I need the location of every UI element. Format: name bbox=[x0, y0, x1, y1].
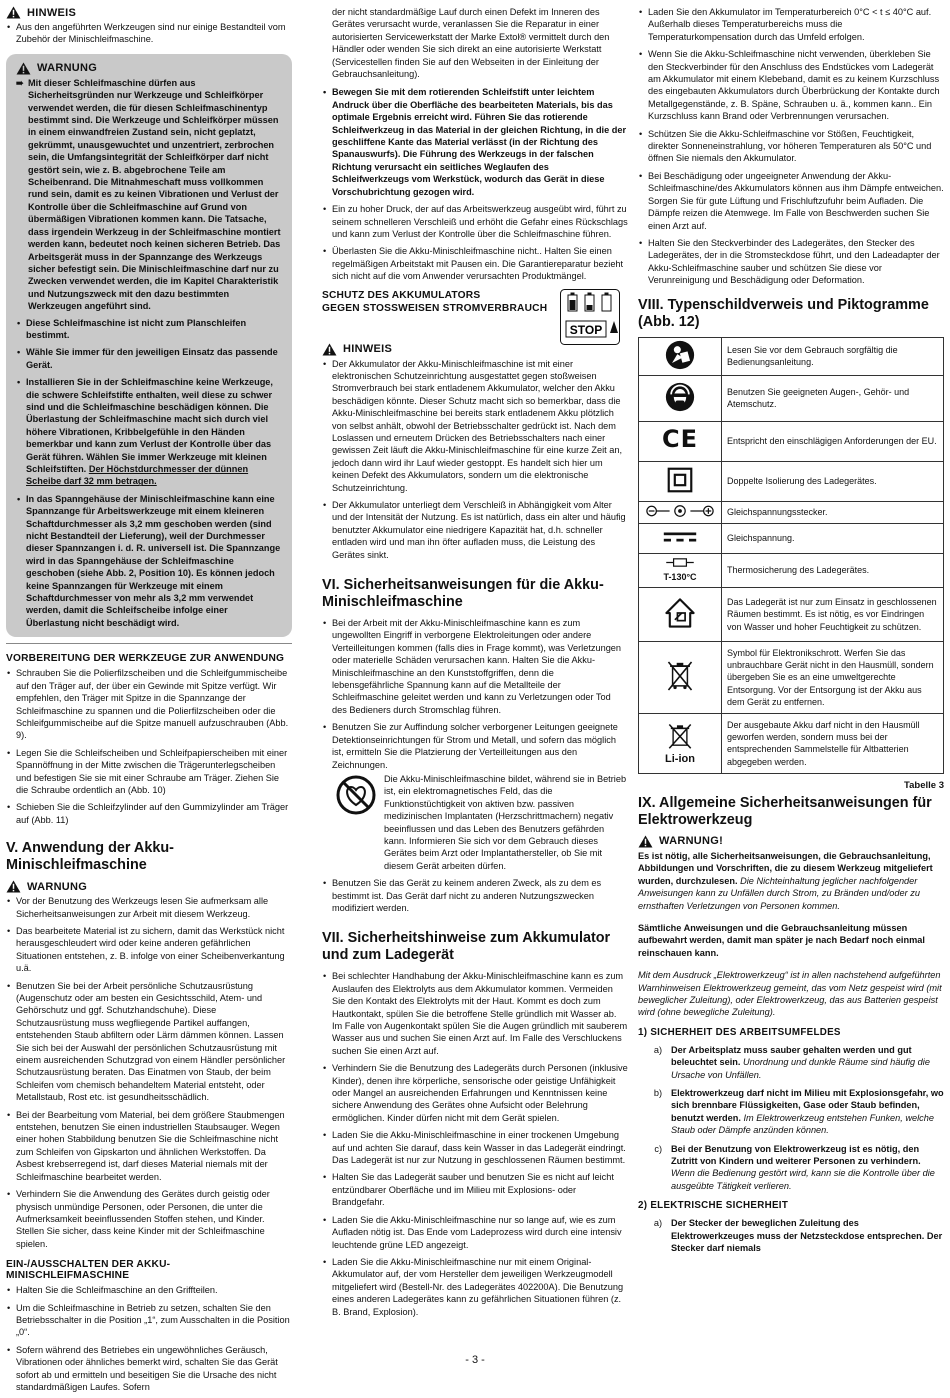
dc-plug-polarity-icon bbox=[645, 504, 715, 518]
crossed-bin-symbol bbox=[667, 722, 693, 750]
table-row bbox=[639, 375, 944, 421]
table-row bbox=[639, 553, 944, 587]
list-item: • Bei schlechter Handhabung der Akku-Minischleifmaschine kann es zum Auslaufen des Elektrolyts aus dem Akkumulator kommen. Vermeiden Sie den Kontakt des Elektrolyts mit der Haut. Kommt es doch zum Hautkontakt, spülen Sie die betroffene Stelle gründlich mit Wasser ab. Im Falle von Augenkontakt spülen Sie die Augen gründlich mit sauberem Wasser aus und suchen Sie einen Arzt auf. Im Falle des Verschluckens suchen Sie einen Arzt auf. bbox=[322, 970, 628, 1057]
list-item: • Schrauben Sie die Polierfilzscheiben und die Schleifgummischeibe auf den Träger auf, der über ein Gewinde mit Spitze verfügt. Wir empfehlen, den Träger mit Spitze in die Spannzange der Schleifmaschine zu spannen und die Polierfilzscheiben oder die Schleifgummischeibe auf die Spitze manuell aufzuschrauben (Abb. 9). bbox=[6, 667, 292, 741]
battery-disposal-icon bbox=[665, 722, 695, 765]
list-item: • Halten Sie die Schleifmaschine an den Griffteilen. bbox=[6, 1284, 292, 1296]
schutz-header bbox=[322, 289, 628, 343]
list-item: • Bewegen Sie mit dem rotierenden Schleifstift unter leichtem Andruck über die Oberfläche des bearbeiteten Materials, bis das optimale Ergebnis erreicht wird. Führen Sie das rotierende Schleifwerkzeug in das Material in der gleichen Richtung, in die der geschliffene Kante das Material verlässt (in der Richtung des Spanauswurfs). Die Führung des Werkzeugs in der falschen Richtung verursacht ein seitliches Weglaufen des Schleifwerkzeugs vom Werkstück, wodurch das Gerät in diese Vorschubrichtung gezogen wird. bbox=[322, 86, 628, 198]
divider bbox=[6, 643, 292, 644]
list-item: • Diese Schleifmaschine ist nicht zum Planschleifen bestimmt. bbox=[16, 317, 282, 342]
sub-item: a) Der Arbeitsplatz muss sauber gehalten werden und gut beleuchtet sein. Unordnung und dunkle Räume sind häufig die Ursache von Unfällen. bbox=[653, 1044, 930, 1080]
warning-triangle-icon bbox=[322, 343, 337, 356]
column-left bbox=[6, 6, 292, 1398]
arrow-right-icon: ➠ bbox=[16, 77, 24, 88]
warning-triangle-icon bbox=[16, 62, 31, 75]
thermo-label: T-130°C bbox=[663, 572, 697, 583]
section-title-viii: VIII. Typenschildverweis und Piktogramme (Abb. 12) bbox=[638, 296, 929, 330]
section-title-v: V. Anwendung der Akku-Minischleifmaschine bbox=[6, 840, 174, 874]
thermal-fuse-icon bbox=[663, 557, 696, 583]
liion-label: Li-ion bbox=[665, 752, 695, 765]
list-item: • In das Spanngehäuse der Minischleifmaschine kann eine Spannzange für Arbeitswerkzeuge mit einem kleineren Schaftdurchmesser als 3,2 mm geschoben werden (sind nicht Bestandteil der Lieferung), weil der Durchmesser dieser Spannzangen i. d. R. universell ist. Die Spannzange wird in das Spanngehäuse der Schleifmaschine geschoben (siehe Abb. 2, Position 10). Es können jedoch keine Spannzangen für Werkzeuge mit einem Schaftdurchmesser von mehr als 3,2 mm verwendet werden, damit die Schleifscheibe infolge einer Überlastung nicht beschädigt wird. bbox=[16, 493, 282, 629]
direct-current-icon bbox=[662, 530, 698, 544]
stop-label: STOP bbox=[569, 322, 603, 337]
list-item: • Schieben Sie die Schleifzylinder auf den Gummizylinder am Träger auf (Abb. 11) bbox=[6, 801, 292, 826]
list-item: • Um die Schleifmaschine in Betrieb zu setzen, schalten Sie den Betriebsschalter in die Position „1“, zum Ausschalten in die Position „0“. bbox=[6, 1302, 292, 1339]
table-cell: Doppelte Isolierung des Ladegerätes. bbox=[722, 461, 944, 501]
anwendung-list bbox=[6, 895, 292, 1250]
max-diameter-note: Der Höchstdurchmesser der dünnen Scheibe darf 32 mm betragen. bbox=[26, 464, 249, 487]
warning-triangle-icon bbox=[6, 880, 21, 893]
fuse-symbol bbox=[666, 557, 694, 568]
akku-list bbox=[638, 6, 944, 287]
table-cell: Das Ladegerät ist nur zum Einsatz in geschlossenen Räumen bestimmt. Es ist nötig, es vor Eindringen von Wasser und hoher Feuchtigkeit zu schützen. bbox=[722, 587, 944, 641]
table-row bbox=[639, 337, 944, 375]
subsection-heading: 1) SICHERHEIT DES ARBEITSUMFELDES bbox=[638, 1026, 841, 1038]
pacemaker-warning-icon bbox=[336, 775, 376, 815]
list-item: • Wähle Sie immer für den jeweiligen Einsatz das passende Gerät. bbox=[16, 346, 282, 371]
list-item: • Der Akkumulator unterliegt dem Verschleiß in Abhängigkeit vom Alter und der Intensität der Nutzung. Es ist natürlich, dass ein alter und häufig benutzter Akkumulator eine niedrigere Kapazität hat, d.h. schneller entladen wird und man ihn öfter aufladen muss, die Leistung des Gerätes sinkt. bbox=[322, 499, 628, 561]
table-cell: Gleichspannung. bbox=[722, 523, 944, 553]
list-item: • Bei der Arbeit mit der Akku-Minischleifmaschine kann es zum ungewollten Eingriff in verborgene Elektroleitungen oder andere Verteilleitungen kommen (falls dies in Frage kommt), was Verletzungen oder materielle Schäden verursachen kann. Halten Sie die Akku-Minischleifmaschine an den Kunststoffgriffen, denn die lebensgefährliche Spannung kann auf die Metallteile der Schleifmaschine geleitet werden und kann zu Verletzungen oder Tod des Bedieners durch Stromschlag führen. bbox=[322, 617, 628, 716]
list-item: • Schützen Sie die Akku-Schleifmaschine vor Stößen, Feuchtigkeit, direkter Sonneneinstrahlung, vor höheren Temperaturen als 50°C und öffnen Sie niemals den Akkumulator. bbox=[638, 128, 944, 165]
ix-intro: Es ist nötig, alle Sicherheitsanweisungen, die Gebrauchsanleitung, Abbildungen und Vorschriften, die zu diesem Werkzeug mitgeliefert wurden, durchzulesen. Die Nichteinhaltung jeglicher nachfolgender Anweisungen kann zu Unfällen durch Strom, zu Bränden und/oder zu ernsthaften Verletzungen von Personen kommen. bbox=[638, 850, 933, 911]
table-row bbox=[639, 587, 944, 641]
table-row bbox=[639, 523, 944, 553]
vorbereitung-list bbox=[6, 667, 292, 826]
table-cell: Der ausgebaute Akku darf nicht in den Hausmüll geworfen werden, sondern muss bei der entsprechenden Sammelstelle für Altbatterien abgegeben werden. bbox=[722, 713, 944, 773]
read-manual-icon bbox=[665, 340, 695, 370]
page-number: - 3 - bbox=[465, 1354, 485, 1366]
ce-mark-icon: CE bbox=[661, 424, 698, 453]
section-heading: SCHUTZ DES AKKUMULATORS GEGEN STOSSWEISEN STROMVERBRAUCH bbox=[322, 289, 548, 314]
section-title-ix: IX. Allgemeine Sicherheitsanweisungen für Elektrowerkzeug bbox=[638, 794, 932, 828]
table-cell: Lesen Sie vor dem Gebrauch sorgfältig die Bedienungsanleitung. bbox=[722, 337, 944, 375]
warning-heading: WARNUNG bbox=[16, 62, 282, 75]
list-item: • Halten Sie den Steckverbinder des Ladegerätes, den Stecker des Ladegerätes, der in die Stromsteckdose führt, und den Ladeadapter der Akku-Schleifmaschine sauber und schützen Sie diese vor Verunreinigung und Beschädigung oder Deformation. bbox=[638, 237, 944, 287]
list-item: • Überlasten Sie die Akku-Minischleifmaschine nicht.. Halten Sie einen regelmäßigen Arbeitstakt mit Pausen ein. Die Garantiereparatur bezieht sich nicht auf die vom Anwender verursachten Produktmängel. bbox=[322, 245, 628, 282]
table-cell: Gleichspannungsstecker. bbox=[722, 501, 944, 523]
section-title-vii: VII. Sicherheitshinweise zum Akkumulator und zum Ladegerät bbox=[322, 930, 611, 964]
ein-aus-list bbox=[6, 1284, 292, 1393]
table-caption: Tabelle 3 bbox=[904, 779, 944, 791]
usage-list bbox=[322, 86, 628, 282]
column-right bbox=[638, 6, 944, 1261]
list-item: • Bei der Bearbeitung vom Material, bei dem größere Staubmengen entstehen, benutzen Sie einen industriellen Staubsauger. Wegen einer hohen Stabbildung benutzen Sie die Schleifmaschine nicht zum Schleifen von Gipskarton und ähnlichen Werkstoffen. Da Asbest krebserregend ist, darf dieses Material niemals mit der Schleifmaschine bearbeitet werden. bbox=[6, 1109, 292, 1183]
section-title-vi: VI. Sicherheitsanweisungen für die Akku-Minischleifmaschine bbox=[322, 577, 604, 611]
subsection-heading: 2) ELEKTRISCHE SICHERHEIT bbox=[638, 1200, 789, 1212]
list-item: • Verhindern Sie die Benutzung des Ladegeräts durch Personen (inklusive Kinder), denen ihre körperliche, sensorische oder geistige Unfähigkeit oder Mangel an ausreichenden Erfahrungen und Kenntnissen keine sichere Anwendung des Gerätes ohne Aufsicht oder Belehrung ermöglichen. Kinder dürfen nicht mit dem Gerät spielen. bbox=[322, 1062, 628, 1124]
indoor-use-icon bbox=[663, 596, 697, 630]
table-row bbox=[639, 461, 944, 501]
list-item: • Installieren Sie in der Schleifmaschine keine Werkzeuge, die schwere Schleifstifte enthalten, weil diese zu schwer sind und die Schleifmaschine beschädigen können. Die Überlastung der Schleifmaschine macht sich durch viel höhere Vibrationen, Kribbelgefühle in den Händen bemerkbar und kann zum Verlust der Kontrolle über das Gerät führen. Wählen Sie immer Werkzeuge mit kleinen Schleifstiften. Der Höchstdurchmesser der dünnen Scheibe darf 32 mm betragen. bbox=[16, 376, 282, 488]
list-item: • Laden Sie den Akkumulator im Temperaturbereich 0°C < t ≤ 40°C auf. Außerhalb dieses Temperaturbereichs muss die Temperaturkompensation durch das Umfeld erfolgen. bbox=[638, 6, 944, 43]
list-item: • Der Akkumulator der Akku-Minischleifmaschine ist mit einer elektronischen Schutzeinrichtung ausgestattet gegen stoßweisen Stromverbrauch bei stark entladenem Akkumulator, welcher den Akku beschädigen könnte. Dieser Schutz macht sich so bemerkbar, dass die Akku-Minischleifmaschine bei bereits stark entladenem Akku plötzlich von selbst anhält, obwohl der Betriebsschalter gedrückt ist. Nach dem Loslassen und erneutem Drücken des Betriebsschalters nach einer gewissen Zeit läuft die Akku-Minischleifmaschine für eine kurze Zeit an, jedoch dann wird ihr Lauf wieder gestoppt. Es handelt sich hier um keinen Defekt des Akkumulators, sondern um die elektronische Schutzeinrichtung. bbox=[322, 358, 628, 494]
double-insulation-icon bbox=[667, 467, 693, 493]
ix-keep-instructions: Sämtliche Anweisungen und die Gebrauchsanleitung müssen aufbewahrt werden, damit man später je nach Bedarf noch einmal reinschauen kann. bbox=[638, 922, 925, 958]
table-row bbox=[639, 713, 944, 773]
list-item: • Das bearbeitete Material ist zu sichern, damit das Werkstück nicht herausgeschleudert wird oder keine anderen gefährlichen Situationen entstehen, z. B. infolge von einer Scheibenverkantung u.ä. bbox=[6, 925, 292, 975]
sub-item: c) Bei der Benutzung von Elektrowerkzeug ist es nötig, den Zutritt von Kindern und weiterer Personen zu verhindern. Wenn die Bedienung gestört wird, kann sie die Kontrolle über die ausgeübte Tätigkeit verlieren. bbox=[654, 1143, 935, 1191]
table-cell: Thermosicherung des Ladegerätes. bbox=[722, 553, 944, 587]
sub-item: a) Der Stecker der beweglichen Zuleitung des Elektrowerkzeuges muss der Netzsteckdose entsprechen. Der Stecker darf niemals bbox=[653, 1218, 943, 1254]
section-heading: VORBEREITUNG DER WERKZEUGE ZUR ANWENDUNG bbox=[6, 653, 285, 665]
warning-triangle-icon bbox=[638, 835, 653, 848]
protective-gear-icon bbox=[665, 382, 695, 412]
hinweis-heading: HINWEIS bbox=[322, 343, 628, 356]
warning-arrow-text: Mit dieser Schleifmaschine dürfen aus Sicherheitsgründen nur Werkzeuge und Schleifkörper verwendet werden, die für diesen Schleifmaschinentyp bestimmt sind. Die Werkzeuge und Schleifkörper müssen in einem einwandfreien Zustand sein, nicht geplatzt, gekrümmt, unausgewuchtet und unzentriert, zerbrochen sein, die Umfangsintegrität der Schleifkörper darf nicht gestört sein, wie z. B. abgebrochene Teile am Scheibenrand. Die Mitnahmeschaft muss vollkommen rund sein, damit es zu keinen Vibrationen und Verlust der Kontrolle über die Schleifmaschine auf Grund von übermäßigen Vibrationen kommen kann. Die Tatsache, dass irgendein Werkzeug in der Schleifmaschine montiert werden kann, bedeutet noch keinen sicheren Betrieb. Das Arbeitsgerät muss in der Spannzange des Werkzeugs sicher befestigt sein. Die Minischleifmaschine darf nur zu Zwecken verwendet werden, die im Kapitel Charakteristik und Nutzungszweck mit den dazu bestimmten Werkzeugen angeführt sind. bbox=[28, 77, 281, 312]
list-item: • Benutzen Sie bei der Arbeit persönliche Schutzausrüstung (Augenschutz oder am besten ein Gesichtsschild, Atem- und Gehörschutz und ggf. Schutzhandschuhe). Diese Schutzausrüstung muss wegfliegende Partikel auffangen, entstehenden Staub abfiltern oder Lärm dämmen können. Lassen Sie sich bei der Auswahl der persönlichen Schutzausrüstung mit einem ausreichenden Schutzgrad von einem Händler persönlicher Schutzausrüstung beraten. Das Einatmen von Staub, der beim Schleifen vom chemisch behandeltem Material entsteht, oder Metallstaub, Rost etc. ist gesundheitsschädlich. bbox=[6, 980, 292, 1104]
ix-definition: Mit dem Ausdruck „Elektrowerkzeug“ ist in allen nachstehend aufgeführten Warnhinweisen Elektrowerkzeug gemeint, das vom Netz gespeist wird (mit beweglicher Zuleitung), oder Elektrowerkzeug, das aus Batterien gespeist wird (ohne bewegliche Zuleitung). bbox=[638, 970, 942, 1018]
continued-text: der nicht standardmäßige Lauf durch einen Defekt im Inneren des Gerätes verursacht wurde, veranlassen Sie die Reparatur in einer autorisierten Servicewerkstatt der Marke Extol® vermittelt durch den Händler oder wenden Sie sich direkt an eine autorisierte Werkstatt (Servicestellen finden Sie auf den Webseiten in der Einleitung der Gebrauchsanleitung). bbox=[332, 7, 610, 80]
weee-crossed-bin-icon bbox=[666, 659, 694, 693]
column-middle bbox=[322, 6, 628, 1323]
list-item: • Legen Sie die Schleifscheiben und Schleifpapierscheiben mit einer Spannöffnung in der Mitte zwischen die Trägerunterlegscheiben und befestigen Sie sie mit einer Schraube am Träger. Ziehen Sie die Schraube ordentlich an (Abb. 10) bbox=[6, 747, 292, 797]
sub-item: b) Elektrowerkzeug darf nicht im Milieu mit Explosionsgefahr, wo sich brennbare Flüssigkeiten, Gase oder Staub befinden, benutzt werden. Im Elektrowerkzeug entstehen Funken, welche Staub oder Dämpfe anzünden können. bbox=[653, 1088, 944, 1136]
list-item: • Benutzen Sie zur Auffindung solcher verborgener Leitungen geeignete Detektionseinrichtungen für Strom und Metall, und sofern das möglich ist, ermitteln Sie die Platzierung der Verteilleitungen aus den Zeichnungen. Die Akku-Minischleifmaschine bildet, während sie in Betrieb ist, ein elektromagnetisches Feld, das die Funktionstüchtigkeit von aktiven bzw. passiven medizinischen Implantaten (Herzschrittmachern) negativ beeinflussen und das Leben des Benutzers gefährden kann. Informieren Sie sich vor dem Gebrauch dieses Gerätes beim Arzt oder Implantathersteller, ob Sie mit diesem Gerät arbeiten dürfen. bbox=[322, 721, 628, 872]
warning-triangle-icon bbox=[6, 6, 21, 19]
list-item: • Wenn Sie die Akku-Schleifmaschine nicht verwenden, überkleben Sie den Steckverbinder für den Anschluss des Endstückes vom Ladegerät am Akkumulator mit einem Klebeband, damit es zu keinem Kurzschluss des eingebauten Akkumulators durch Überbrückung der Kontakte durch Metallgegenstände, z. B. Späne, Schrauben u. ä., kommen kann.. Ein Kurzschluss kann Brand oder Verbrennungen verursachen. bbox=[638, 48, 944, 122]
list-item: • Laden Sie die Akku-Minischleifmaschine nur mit einem Original-Akkumulator auf, der vom Hersteller dem jeweiligen Werkzeugmodell mitgeliefert wird (Bestell-Nr. des Ladegerätes 402200A). Die Benutzung eines anderen Ladegerätes kann zu gefährlichen Situationen führen (z. B. Brand, Explosion). bbox=[322, 1256, 628, 1318]
hinweis-list bbox=[6, 21, 292, 46]
list-item: • Bei Beschädigung oder ungeeigneter Anwendung der Akku-Schleifmaschine/des Akkumulators können aus ihm Dämpfe entweichen. Sorgen Sie für gute Lüftung und Frischluftzufuhr beim Aufladen. Die Dämpfe reizen die Atemwege. Im Falle von Beschwerden suchen Sie einen Arzt auf. bbox=[638, 170, 944, 232]
warning-heading: WARNUNG! bbox=[638, 835, 944, 848]
table-row bbox=[639, 641, 944, 713]
section-heading: EIN-/AUSSCHALTEN DER AKKU-MINISCHLEIFMASCHINE bbox=[6, 1259, 171, 1282]
warning-arrow-item bbox=[16, 77, 282, 313]
list-item: • Sofern während des Betriebes ein ungewöhnliches Geräusch, Vibrationen oder ähnliches bemerkt wird, schalten Sie das Gerät sofort ab und ermitteln und beseitigen Sie die Ursache des nicht standardmäßigen Laufes. Sofern bbox=[6, 1344, 292, 1394]
table-cell: Benutzen Sie geeigneten Augen-, Gehör- und Atemschutz. bbox=[722, 375, 944, 421]
warning-box bbox=[6, 54, 292, 637]
list-item: • Ein zu hoher Druck, der auf das Arbeitswerkzeug ausgeübt wird, führt zu seinem schnelleren Verschleiß und erhöht die Gefahr eines Rückschlags und kann zum Verlust der Kontrolle über die Schleifmaschine führen. bbox=[322, 203, 628, 240]
vii-list bbox=[322, 970, 628, 1318]
list-item: • Vor der Benutzung des Werkzeugs lesen Sie aufmerksam alle Sicherheitsanweisungen zur Arbeit mit diesem Werkzeug. bbox=[6, 895, 292, 920]
table-cell: Symbol für Elektronikschrott. Werfen Sie das unbrauchbare Gerät nicht in den Hausmüll, sondern übergeben Sie es an eine umweltgerechte Entsorgung. Vor der Entsorgung ist der Akku aus dem Gerät zu entfernen. bbox=[722, 641, 944, 713]
list-item: • Aus den angeführten Werkzeugen sind nur einige Bestandteil vom Zubehör der Minischleifmaschine. bbox=[6, 21, 292, 46]
pictogram-table bbox=[638, 337, 944, 774]
list-item: • Laden Sie die Akku-Minischleifmaschine in einer trockenen Umgebung auf und achten Sie darauf, dass kein Wasser in das Ladegerät eindringt. Das Ladegerät ist nur zur Nutzung in geschlossenen Räumen bestimmt. bbox=[322, 1129, 628, 1166]
hinweis-heading: HINWEIS bbox=[6, 6, 292, 19]
list-item: • Laden Sie die Akku-Minischleifmaschine nur so lange auf, wie es zum Aufladen nötig ist. Das Ende vom Ladeprozess wird durch eine intensiv leuchtende grüne LED angezeigt. bbox=[322, 1214, 628, 1251]
list-item: • Verhindern Sie die Anwendung des Gerätes durch geistig oder physisch unmündige Personen, oder Personen, die unter die Aufmerksamkeit beeinflussenden Stoffen stehen, und Kinder. Stellen Sie sicher, dass keine Kinder mit der Schleifmaschine spielen. bbox=[6, 1188, 292, 1250]
warning-heading: WARNUNG bbox=[6, 880, 292, 893]
list-item: • Benutzen Sie das Gerät zu keinem anderen Zweck, als zu dem es bestimmt ist. Das Gerät darf nicht zu anderen Nutzungszwecken modifiziert werden. bbox=[322, 877, 628, 914]
table-cell: Entspricht den einschlägigen Anforderungen der EU. bbox=[722, 421, 944, 461]
battery-stop-icon bbox=[560, 289, 620, 345]
list-item: • Halten Sie das Ladegerät sauber und benutzen Sie es nicht auf leicht entzündbarer Oberfläche und im Milieu mit Explosions- oder Brandgefahr. bbox=[322, 1171, 628, 1208]
vi-list bbox=[322, 617, 628, 914]
table-row bbox=[639, 421, 944, 461]
warning-list bbox=[16, 317, 282, 630]
table-row bbox=[639, 501, 944, 523]
hinweis-list bbox=[322, 358, 628, 562]
